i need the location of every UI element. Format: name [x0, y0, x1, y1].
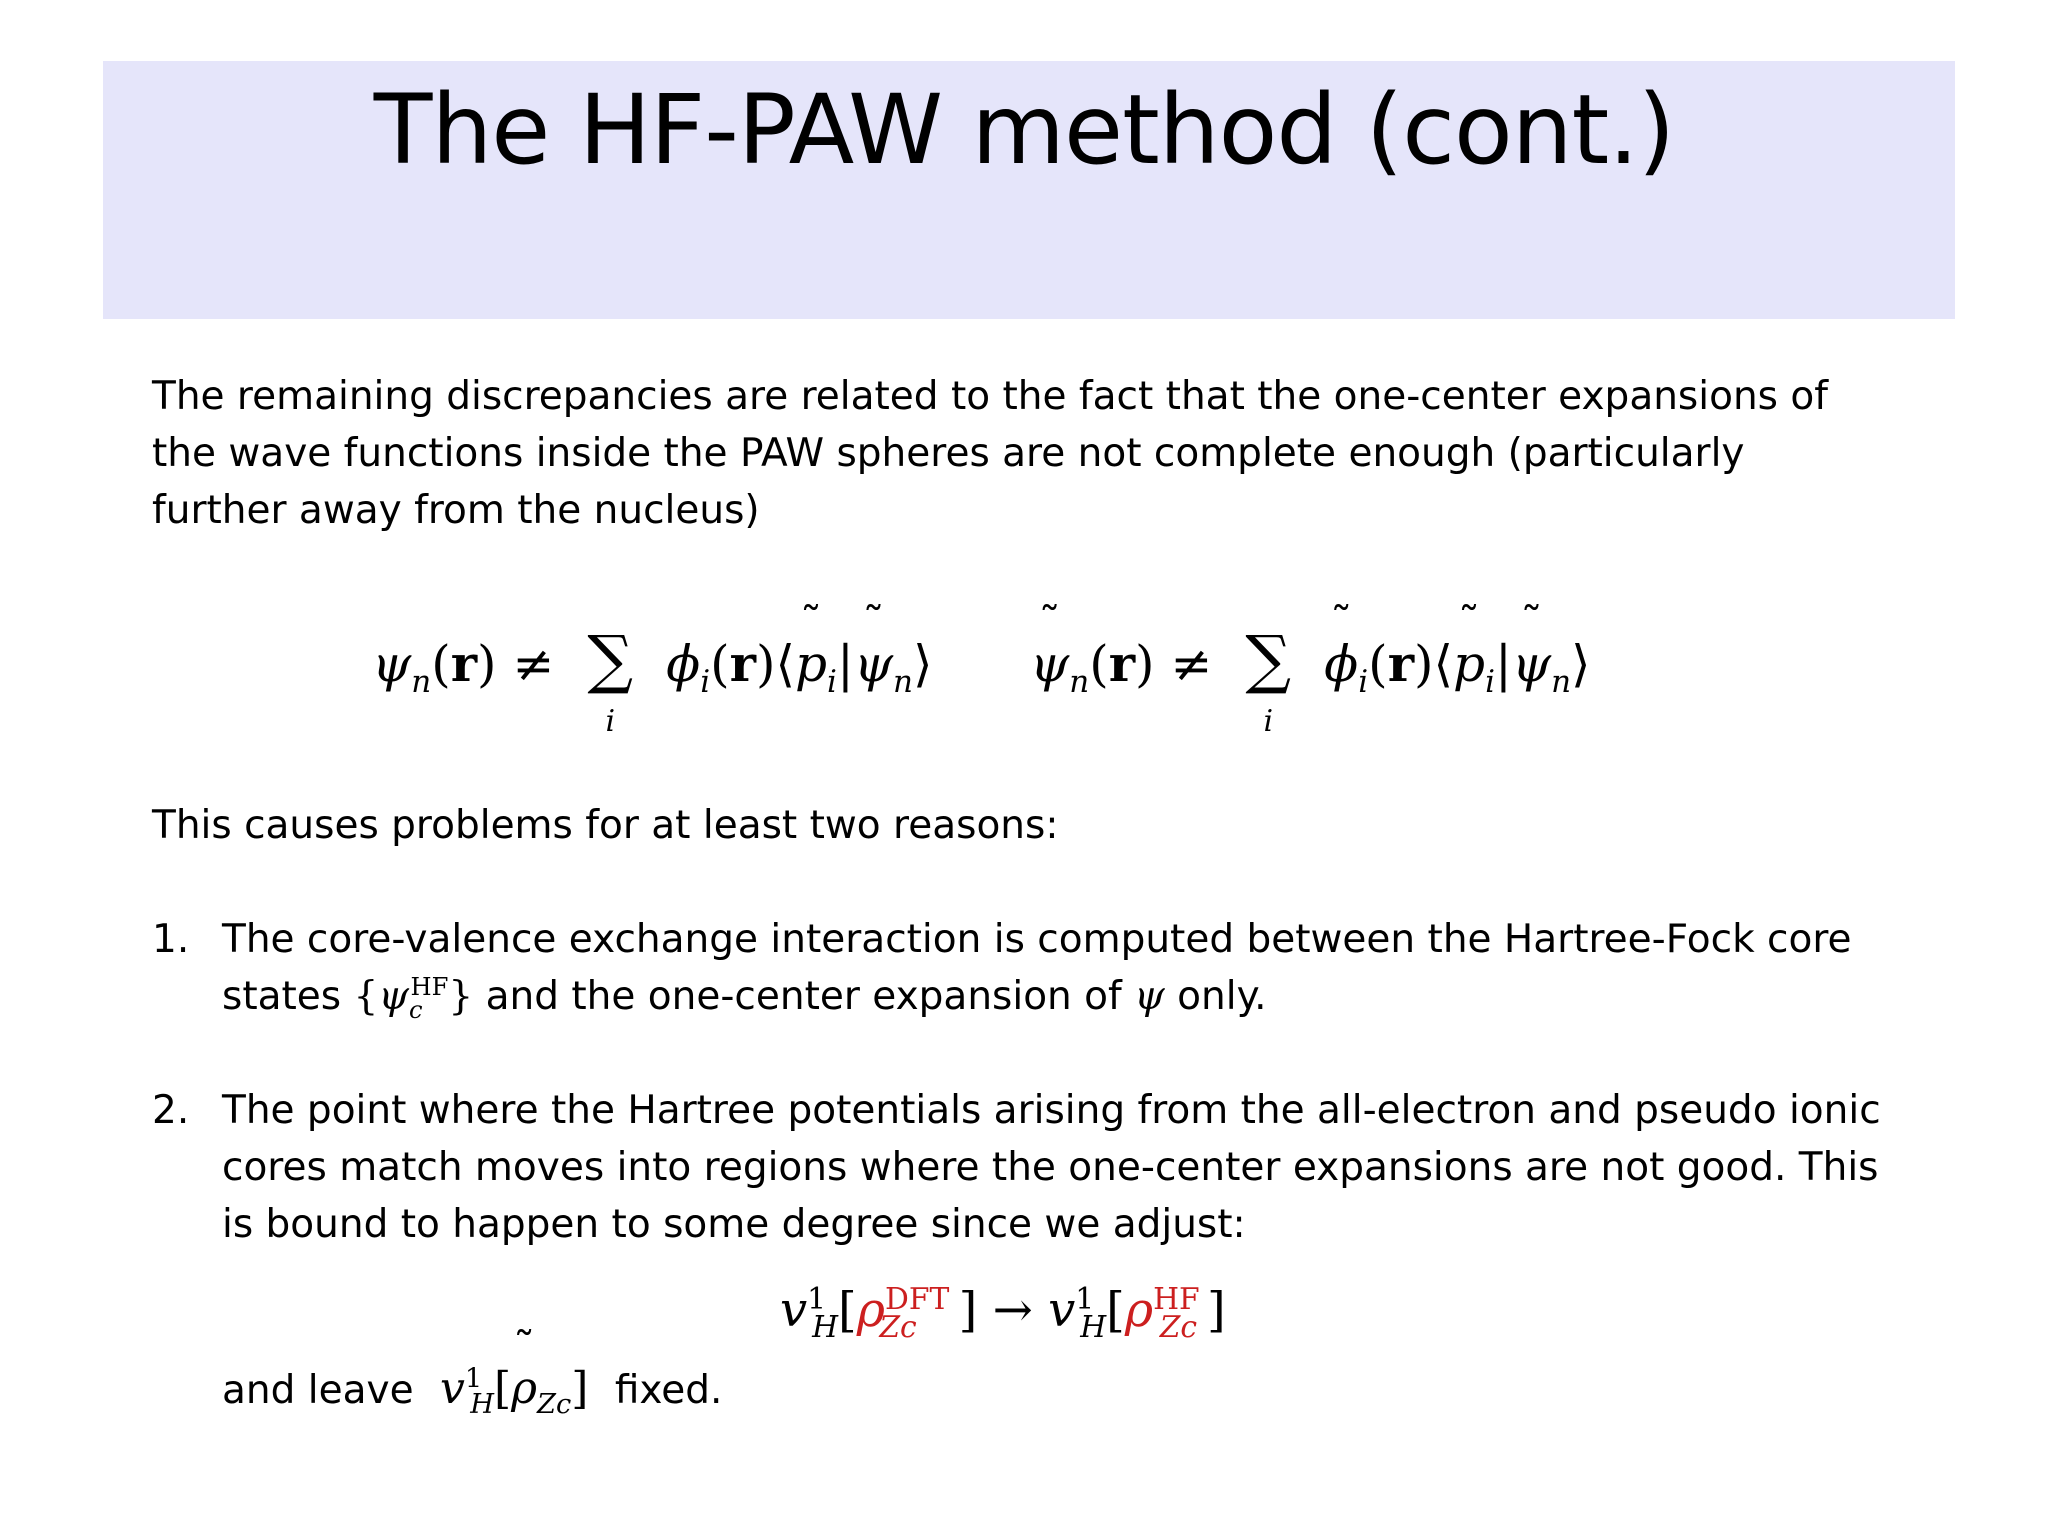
list-number-2: 2. — [152, 1088, 190, 1133]
item1-text-a: The core-valence exchange interaction is computed between the Hartree-Fock core states — [222, 917, 1852, 1019]
slide-title: The HF-PAW method (cont.) — [373, 74, 1675, 186]
item1-text-b: and the one-center expansion of — [485, 974, 1122, 1019]
leave-prefix: and leave — [222, 1368, 414, 1413]
psi-symbol: ψ — [1134, 974, 1165, 1019]
leave-line — [222, 1360, 722, 1419]
list-item-2: The point where the Hartree potentials arising from the all-electron and pseudo ionic cores match moves into regions where the one-center expansions are not good. This is bound to happen to some degree since we adjust: — [222, 1088, 1881, 1247]
core-states-symbol: $\{\psi_c^{HF}\}$ — [353, 973, 474, 1024]
leave-suffix: fixed. — [614, 1368, 723, 1413]
adjust-formula: $v^1_H[\rho^{DFT}_{Zc}$ ] → $v^1_H[\rho^{HF}_{Zc}$ ] — [780, 1282, 1226, 1345]
causes-line: This causes problems for at least two reasons: — [152, 803, 1059, 848]
formula-left: $\psi_n(r)$ ≠ ∑ i $\phi_i(r)⟨˜$ $p_i|˜$ $\psi_n⟩$ — [372, 630, 933, 694]
list-number-1: 1. — [152, 917, 190, 962]
formula-right: ˜ $\psi_n(r)$ ≠ ∑ i ˜ $\phi_i(r)⟨˜$ $p_i|˜$ $\psi_n⟩$ — [1030, 630, 1591, 694]
item1-text-c: only. — [1177, 974, 1267, 1019]
leave-formula: $v^1_H[˜$ $\rho_{Zc}$] — [426, 1363, 602, 1414]
list-item-1 — [222, 911, 1882, 1025]
intro-paragraph: The remaining discrepancies are related to the fact that the one-center expansions of the wave functions inside the PAW spheres are not complete enough (particularly further away from the nucleus) — [152, 374, 1828, 533]
